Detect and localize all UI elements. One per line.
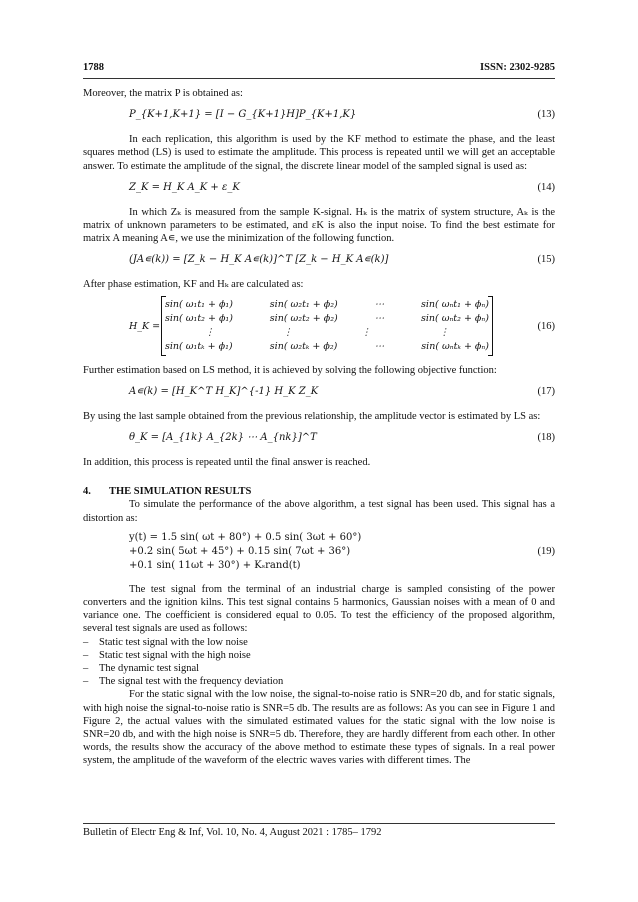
list-item: – Static test signal with the low noise [83,636,555,649]
matrix-cell: ⋯ [374,340,385,352]
matrix-lhs: H_K = [129,320,161,332]
running-header [83,62,555,78]
paragraph: After phase estimation, KF and Hₖ are calculated as: [83,279,304,291]
matrix-cell: sin( ωₙt₂ + ϕₙ) [420,312,489,324]
equation-15 [83,253,555,269]
equation-number: (13) [537,109,555,121]
footer-citation: Bulletin of Electr Eng & Inf, Vol. 10, No. 4, August 2021 : 1785– 1792 [83,827,382,838]
matrix-cell: sin( ω₂t₁ + ϕ₂) [269,298,338,310]
equation-17 [83,385,555,401]
equation-number: (19) [537,545,555,557]
matrix-row [165,312,489,325]
equation-18 [83,431,555,447]
matrix-cell: ⋯ [374,298,385,310]
paragraph: To simulate the performance of the above algorithm, a test signal has been used. This signal has a distortion as: [83,499,555,524]
issn: ISSN: 2302-9285 [480,62,555,73]
equation-number: (15) [537,254,555,266]
equation-body: P_{K+1,K+1} = [I − G_{K+1}H]P_{K+1,K} [129,109,357,121]
equation-number: (17) [537,385,555,397]
matrix-cell: ⋮ [361,326,371,338]
paragraph: By using the last sample obtained from the previous relationship, the amplitude vector is estimated by LS as: [83,410,541,422]
matrix-cell: sin( ω₁t₂ + ϕ₁) [165,312,233,324]
section-number: 4. [83,486,91,498]
matrix-cell: ⋯ [374,312,385,324]
equation-body: θ_K = [A_{1k} A_{2k} ⋯ A_{nk}]^T [129,432,317,444]
equation-body: (JA∊(k)) = [Z_k − H_K A∊(k)]^T [Z_k − H_K A∊(k)] [129,254,389,266]
paragraph: In addition, this process is repeated until the final answer is reached. [83,457,371,469]
equation-body: A∊(k) = [H_K^T H_K]^{-1} H_K Z_K [129,385,319,397]
page-body [83,87,555,768]
matrix [161,296,493,356]
paragraph: Further estimation based on LS method, it is achieved by solving the following objective function: [83,364,497,376]
section-title: THE SIMULATION RESULTS [109,486,252,498]
matrix-cell: sin( ωₙtₖ + ϕₙ) [421,340,489,352]
equation-number: (14) [537,181,555,193]
paragraph: In which Zₖ is measured from the sample K-signal. Hₖ is the matrix of system structure, Aₖ is the matrix of unknown parameters to be estimated, and εK is also the input noise. To find the best estimate for matrix A meaning A∊, we use the minimization of the following function. [83,206,555,245]
equation-number: (16) [537,320,555,332]
matrix-cell: ⋮ [205,326,215,338]
test-signal-list [83,636,555,689]
list-item: – The dynamic test signal [83,662,555,675]
list-item: – Static test signal with the high noise [83,649,555,662]
header-rule [83,78,555,79]
paragraph: For the static signal with the low noise, the signal-to-noise ratio is SNR=20 db, and for static signals, with high noise the signal-to-noise ratio is SNR=5 db. The results are as follows: As you can see in Figure 1 and Figure 2, the actual values with the simulated estimated values for the static signal with the low noise is SNR=20 db, and with the high noise is SNR=5 db. Therefore, they are hardly different from each other. In other words, the results show the accuracy of the above method to estimate these types of signals. In a real power system, the amplitude of the waveform of the electric waves varies with different times. The [83,689,555,767]
page-number: 1788 [83,62,104,73]
matrix-cell: sin( ω₁t₁ + ϕ₁) [165,298,233,310]
paragraph: The test signal from the terminal of an industrial charge is sampled consisting of the power converters and the ignition kilns. This test signal contains 5 harmonics, Gaussian noises with a mean of 0 and variance one. The coefficient is considered equal to 0.05. To test the efficiency of the proposed algorithm, several test signals are used as follows: [83,583,555,635]
section-heading [83,485,555,498]
matrix-cell: sin( ω₂t₂ + ϕ₂) [269,312,338,324]
equation-body: Z_K = H_K A_K + ε_K [129,181,240,193]
equation-16 [83,296,555,358]
equation-number: (18) [537,432,555,444]
matrix-cell: sin( ω₁tₖ + ϕ₁) [165,340,233,352]
equation-line: +0.2 sin( 5ωt + 45°) + 0.15 sin( 7ωt + 36°) [129,545,351,557]
matrix-row [165,340,489,353]
equation-14 [83,181,555,197]
equation-line: +0.1 sin( 11ωt + 30°) + Kₛrand(t) [129,559,301,571]
list-item: – The signal test with the frequency deviation [83,675,555,688]
paragraph: In each replication, this algorithm is used by the KF method to estimate the phase, and the least squares method (LS) is used to estimate the amplitude. This process is repeated until we will get an acceptable answer. To estimate the amplitude of the signal, the discrete linear model of the sampled signal is used as: [83,134,555,172]
matrix-cell: ⋮ [439,326,449,338]
matrix-cell: sin( ω₂tₖ + ϕ₂) [269,340,338,352]
paragraph: Moreover, the matrix P is obtained as: [83,88,243,99]
equation-13 [83,108,555,124]
equation-19 [83,531,555,575]
matrix-cell: sin( ωₙt₁ + ϕₙ) [420,298,489,310]
footer-rule [83,823,555,824]
matrix-row [165,298,489,311]
equation-line: y(t) = 1.5 sin( ωt + 80°) + 0.5 sin( 3ωt + 60°) [129,531,362,543]
matrix-row [165,326,489,339]
matrix-cell: ⋮ [283,326,293,338]
